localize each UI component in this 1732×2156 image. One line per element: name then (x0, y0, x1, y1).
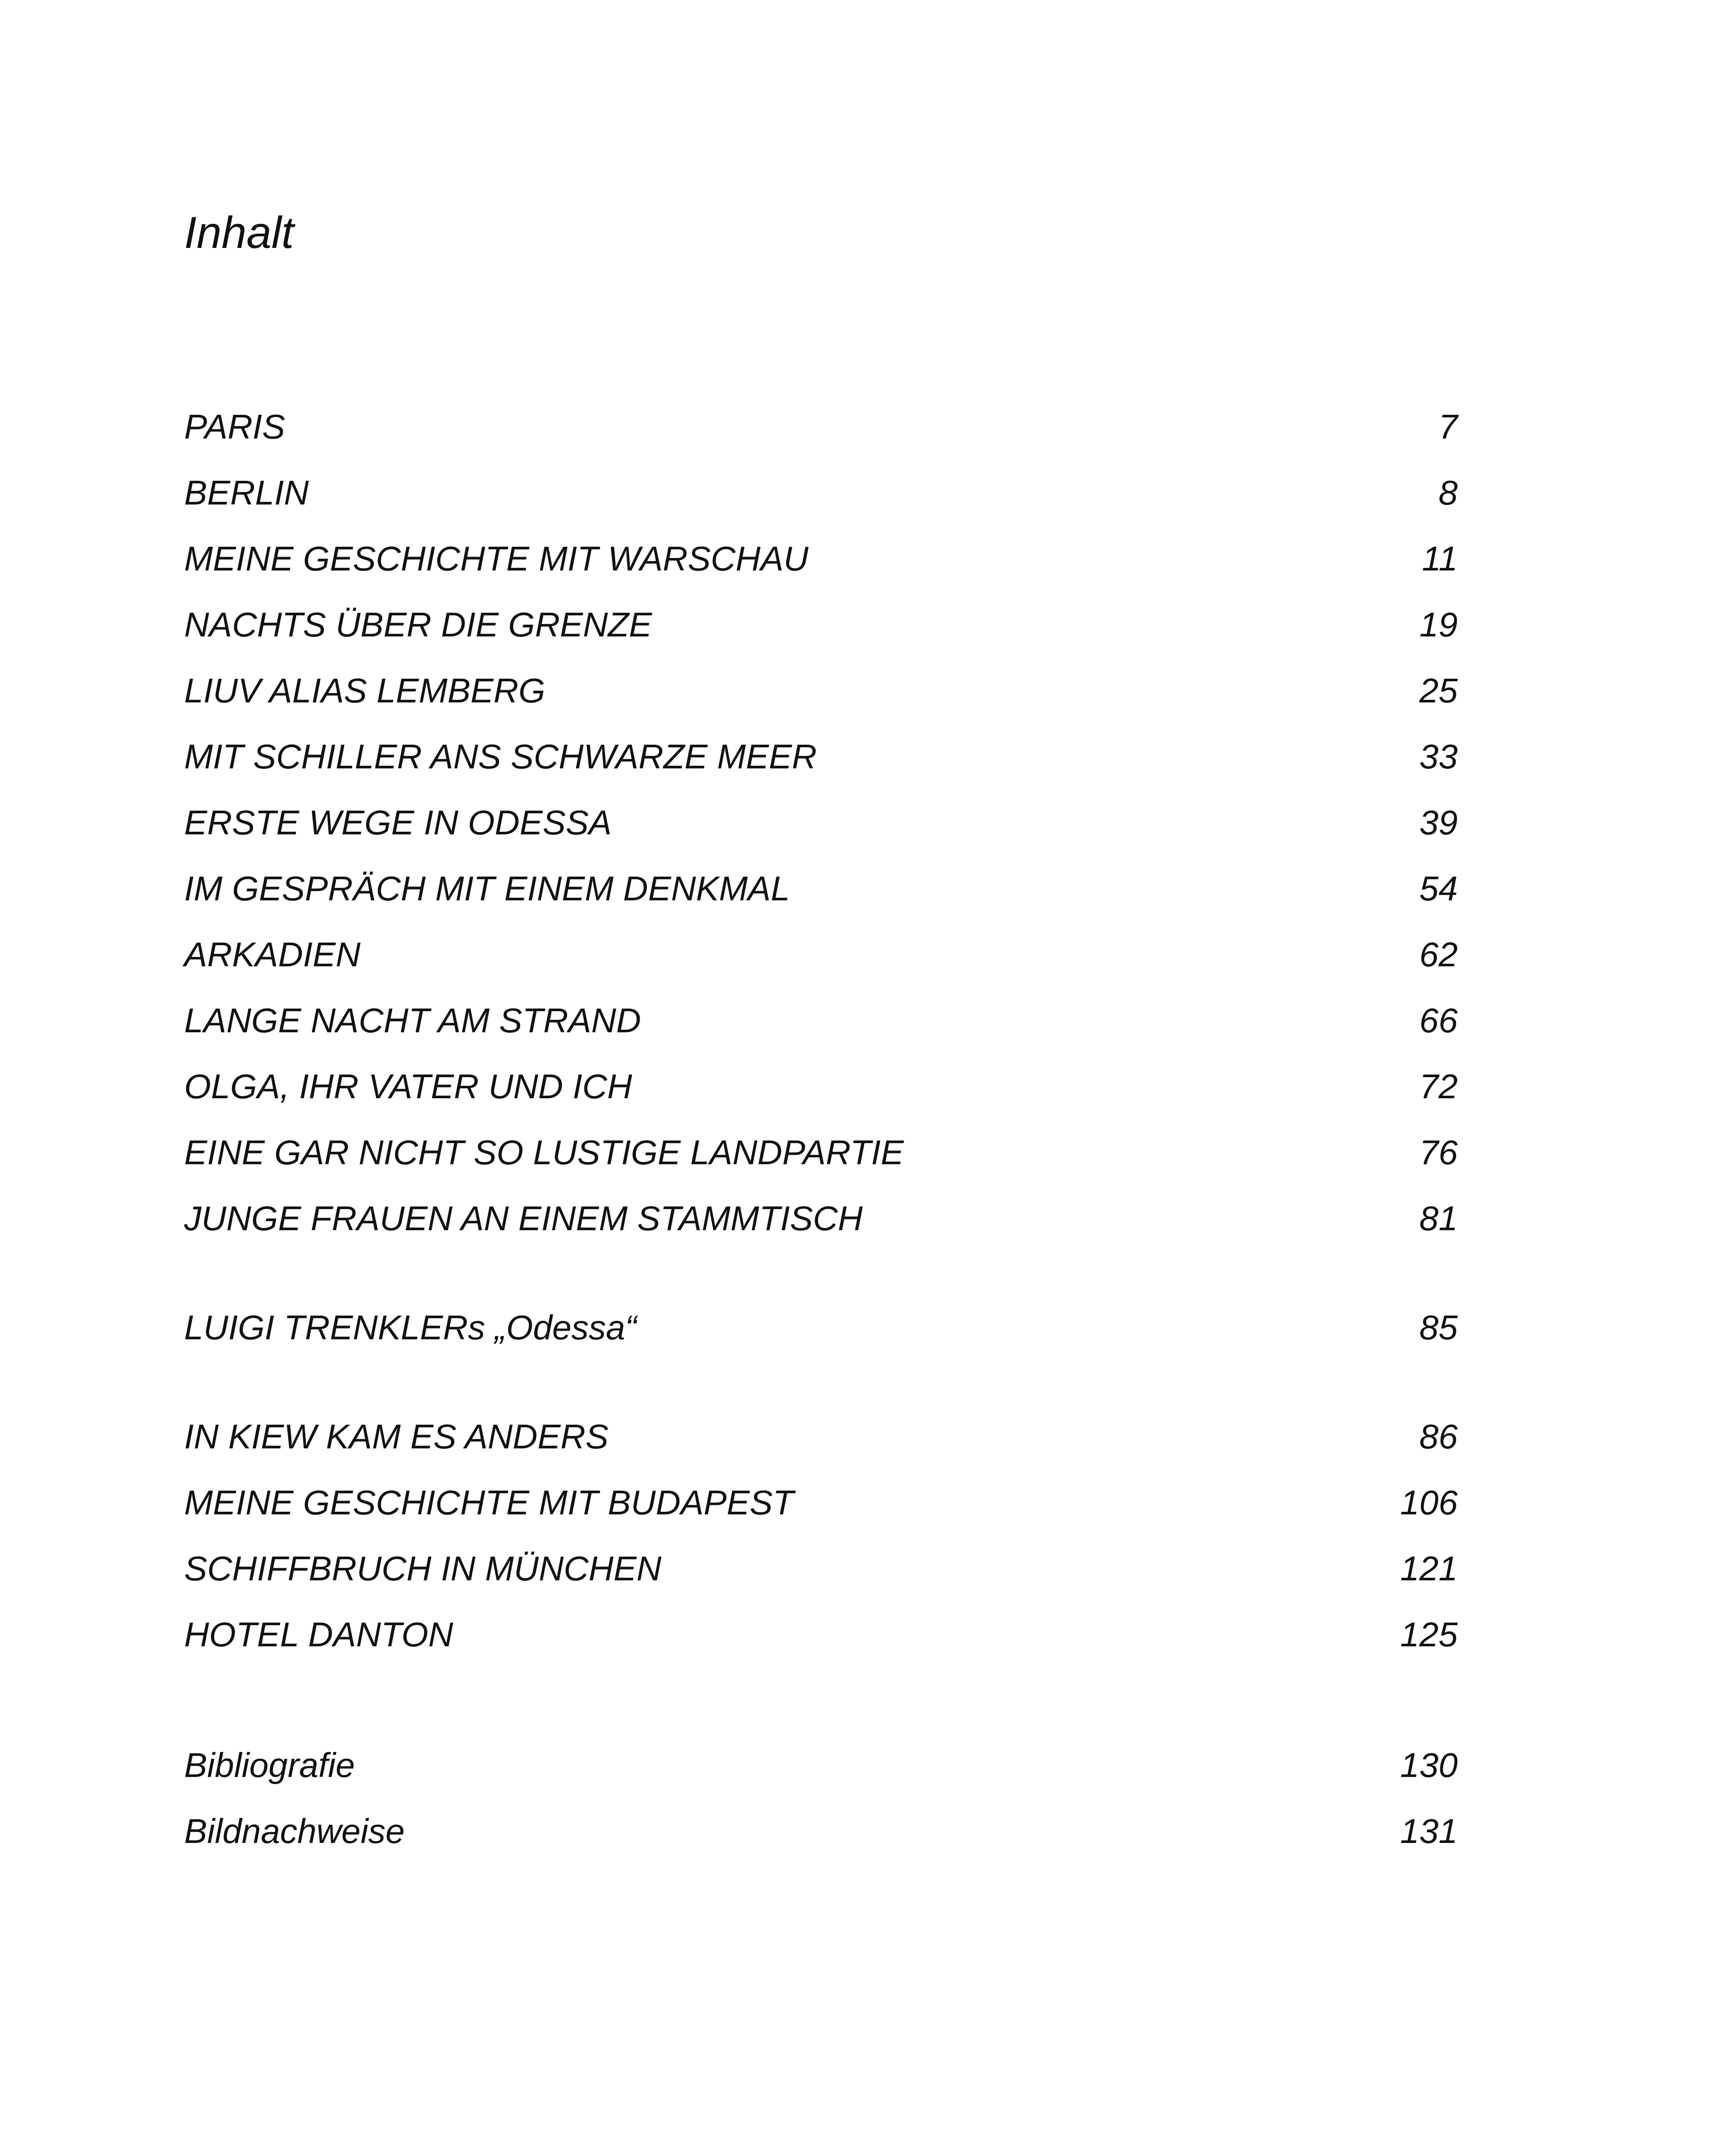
toc-entry-page: 25 (1419, 671, 1458, 710)
toc-entry-page: 54 (1419, 869, 1458, 908)
toc-entry-page: 125 (1400, 1615, 1458, 1654)
toc-entry-page: 66 (1419, 1001, 1458, 1040)
toc-entry (184, 665, 1458, 731)
toc-entry (184, 467, 1458, 533)
toc-entry-title: LUIGI TRENKLERs „Odessa“ (184, 1308, 637, 1347)
toc-entry-page: 11 (1421, 539, 1458, 578)
toc-entry (184, 863, 1458, 929)
toc-entry-page: 72 (1419, 1067, 1458, 1106)
toc-entry-page: 7 (1438, 407, 1458, 446)
toc-entry (184, 731, 1458, 797)
toc-entry-title: Bibliografie (184, 1746, 355, 1784)
toc-entry-page: 85 (1419, 1308, 1458, 1347)
toc-entry-title: BERLIN (184, 473, 309, 512)
toc-entry-page: 121 (1400, 1549, 1458, 1588)
toc-entry-page: 33 (1419, 737, 1458, 776)
toc-entry (184, 1805, 1458, 1871)
toc-entry-title: IM GESPRÄCH MIT EINEM DENKMAL (184, 869, 790, 908)
toc-entry (184, 1193, 1458, 1259)
table-of-contents (184, 401, 1458, 1871)
toc-entry-page: 106 (1400, 1483, 1458, 1522)
toc-entry-title: JUNGE FRAUEN AN EINEM STAMMTISCH (184, 1199, 863, 1238)
toc-entry-title: PARIS (184, 407, 286, 446)
toc-entry (184, 1609, 1458, 1675)
toc-entry-page: 62 (1419, 935, 1458, 974)
toc-entry-title: MEINE GESCHICHTE MIT BUDAPEST (184, 1483, 794, 1522)
toc-entry (184, 1739, 1458, 1805)
toc-entry (184, 401, 1458, 467)
toc-entry (184, 599, 1458, 665)
toc-entry-title: Bildnachweise (184, 1812, 405, 1850)
toc-entry-page: 86 (1419, 1417, 1458, 1456)
toc-entry (184, 1411, 1458, 1477)
toc-entry-title: LIUV ALIAS LEMBERG (184, 671, 546, 710)
toc-entry (184, 1127, 1458, 1193)
toc-entry (184, 995, 1458, 1061)
toc-entry-title: HOTEL DANTON (184, 1615, 453, 1654)
page-title: Inhalt (184, 208, 294, 258)
toc-entry-page: 131 (1400, 1812, 1458, 1850)
toc-entry (184, 1061, 1458, 1127)
toc-entry-title: OLGA, IHR VATER UND ICH (184, 1067, 632, 1106)
toc-entry-page: 76 (1419, 1133, 1458, 1172)
toc-entry-title: ARKADIEN (184, 935, 361, 974)
toc-entry-title: MIT SCHILLER ANS SCHWARZE MEER (184, 737, 817, 776)
toc-entry-title: LANGE NACHT AM STRAND (184, 1001, 641, 1040)
toc-entry-title: NACHTS ÜBER DIE GRENZE (184, 605, 652, 644)
toc-entry-page: 8 (1438, 473, 1458, 512)
toc-entry (184, 1302, 1458, 1368)
toc-entry (184, 797, 1458, 863)
toc-entry (184, 1543, 1458, 1609)
toc-entry (184, 929, 1458, 995)
toc-entry-page: 39 (1419, 803, 1458, 842)
toc-entry-title: IN KIEW KAM ES ANDERS (184, 1417, 609, 1456)
toc-entry (184, 1477, 1458, 1543)
toc-entry-page: 81 (1419, 1199, 1458, 1238)
toc-entry-title: SCHIFFBRUCH IN MÜNCHEN (184, 1549, 662, 1588)
toc-entry-title: ERSTE WEGE IN ODESSA (184, 803, 612, 842)
toc-entry-page: 19 (1419, 605, 1458, 644)
toc-entry-page: 130 (1400, 1746, 1458, 1784)
toc-entry (184, 533, 1458, 599)
toc-entry-title: EINE GAR NICHT SO LUSTIGE LANDPARTIE (184, 1133, 904, 1172)
toc-entry-title: MEINE GESCHICHTE MIT WARSCHAU (184, 539, 809, 578)
